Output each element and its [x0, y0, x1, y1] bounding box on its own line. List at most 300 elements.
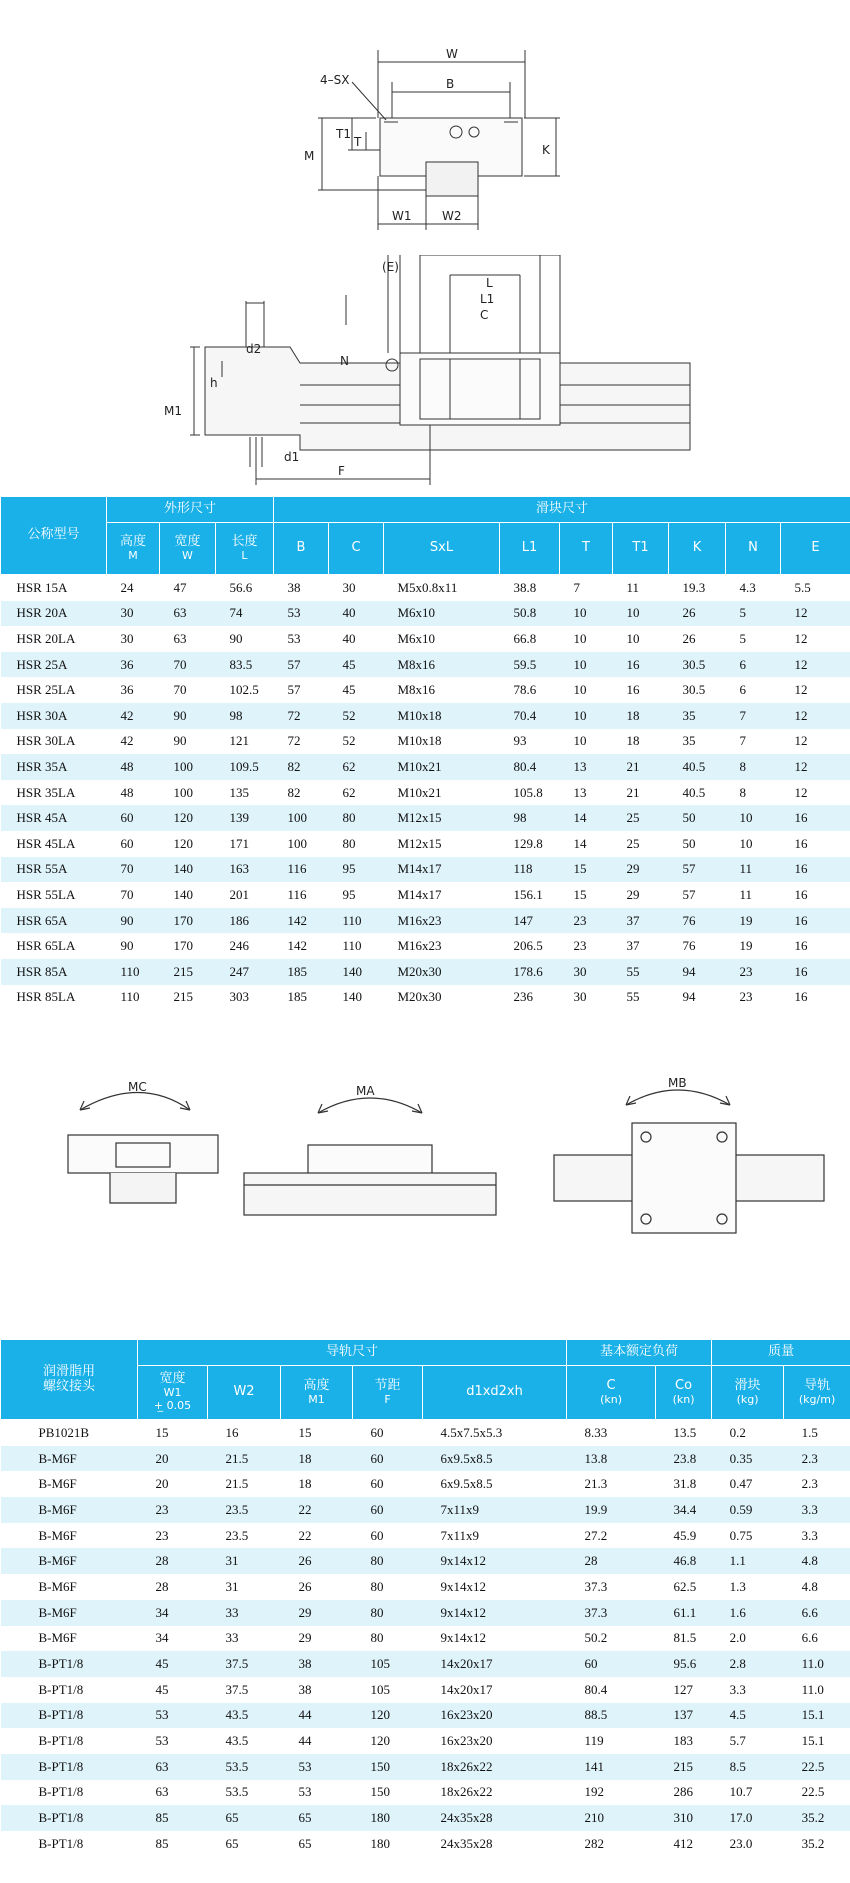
value-cell: 118 [500, 857, 560, 883]
value-cell: 4.8 [801, 1578, 818, 1594]
header-l1: L1 [500, 523, 560, 575]
value-cell: 18x26x22 [423, 1754, 567, 1780]
row-label-cell: B-M6F [38, 1476, 77, 1492]
value-cell: 129.8 [513, 835, 543, 851]
value-cell: 95 [342, 886, 356, 902]
label-c: C [480, 308, 489, 322]
table-row [1, 575, 850, 601]
label-w2: W2 [442, 209, 462, 223]
value-cell: 48 [107, 754, 160, 780]
row-label-cell: HSR 85LA [16, 989, 76, 1005]
value-cell: 59.5 [500, 652, 560, 678]
value-cell: 20 [138, 1446, 208, 1472]
value-cell: 30 [107, 601, 160, 627]
row-label-cell: B-M6F [1, 1600, 138, 1626]
value-cell: 2.0 [729, 1630, 746, 1646]
value-cell: 137 [656, 1703, 712, 1729]
value-cell: 80.4 [500, 754, 560, 780]
value-cell: 33 [208, 1600, 281, 1626]
value-cell: 23.5 [225, 1527, 249, 1543]
table-row [1, 1805, 850, 1831]
value-cell: 23 [138, 1497, 208, 1523]
value-cell: 50.8 [500, 601, 560, 627]
value-cell: 10 [613, 601, 669, 627]
value-cell: 121 [229, 733, 249, 749]
value-cell: 105.8 [513, 784, 543, 800]
value-cell: 83.5 [216, 652, 274, 678]
value-cell: 2.3 [801, 1476, 818, 1492]
label-mc: MC [128, 1080, 147, 1094]
table-row [1, 1497, 850, 1523]
value-cell: 0.47 [729, 1476, 753, 1492]
label-t: T [354, 135, 362, 149]
value-cell: 70.4 [500, 703, 560, 729]
value-cell: M10x18 [397, 733, 442, 749]
header-c-load: C (kn) [567, 1366, 656, 1420]
value-cell: 70 [107, 857, 160, 883]
table-row [1, 652, 850, 678]
value-cell: 185 [287, 989, 307, 1005]
value-cell: 10 [573, 630, 587, 646]
value-cell: 42 [107, 703, 160, 729]
value-cell: 57 [287, 682, 301, 698]
value-cell: 100 [160, 754, 216, 780]
value-cell: 28 [155, 1578, 169, 1594]
value-cell: 62 [342, 784, 356, 800]
value-cell: 80 [329, 805, 384, 831]
value-cell: 20 [155, 1476, 169, 1492]
table-row [1, 959, 850, 985]
row-label-cell: HSR 55LA [16, 886, 76, 902]
value-cell: 140 [160, 857, 216, 883]
value-cell: 25 [626, 835, 640, 851]
value-cell: 9x14x12 [423, 1548, 567, 1574]
value-cell: 10 [560, 601, 613, 627]
value-cell: 70 [120, 886, 134, 902]
value-cell: 156.1 [513, 886, 543, 902]
row-label-cell: B-PT1/8 [38, 1733, 84, 1749]
value-cell: 30.5 [669, 652, 726, 678]
row-label-cell: B-PT1/8 [1, 1651, 138, 1677]
value-cell: 1.5 [801, 1424, 818, 1440]
header-co-load: Co (kn) [656, 1366, 712, 1420]
value-cell: 9x14x12 [423, 1600, 567, 1626]
header-outer-dimensions: 外形尺寸 [107, 497, 274, 523]
table-row [1, 985, 850, 1011]
value-cell: 48 [120, 784, 134, 800]
label-ma: MA [356, 1084, 375, 1098]
value-cell: 80 [342, 835, 356, 851]
value-cell: 45 [138, 1651, 208, 1677]
value-cell: 140 [342, 989, 362, 1005]
row-label-cell: B-PT1/8 [1, 1754, 138, 1780]
value-cell: 24x35x28 [423, 1805, 567, 1831]
value-cell: 30 [342, 579, 356, 595]
table-row [1, 1446, 850, 1472]
value-cell: 119 [584, 1733, 604, 1749]
value-cell: 5.7 [729, 1733, 746, 1749]
table-row [1, 1780, 850, 1806]
value-cell: 3.3 [729, 1681, 746, 1697]
value-cell: 60 [370, 1424, 384, 1440]
value-cell: 1.3 [729, 1578, 746, 1594]
row-label-cell: B-M6F [38, 1578, 77, 1594]
row-label-cell: B-M6F [1, 1548, 138, 1574]
value-cell: 26 [669, 601, 726, 627]
value-cell: 60 [107, 805, 160, 831]
value-cell: 37.3 [567, 1600, 656, 1626]
value-cell: 3.3 [801, 1527, 818, 1543]
value-cell: 88.5 [567, 1703, 656, 1729]
header-block-mass: 滑块 (kg) [712, 1366, 784, 1420]
value-cell: M14x17 [384, 857, 500, 883]
value-cell: 18x26x22 [440, 1784, 493, 1800]
row-label-cell: HSR 35LA [16, 784, 76, 800]
value-cell: 110 [107, 959, 160, 985]
value-cell: 78.6 [513, 682, 537, 698]
value-cell: 35 [682, 733, 696, 749]
value-cell: 142 [287, 938, 307, 954]
value-cell: 25 [613, 805, 669, 831]
value-cell: 34 [155, 1630, 169, 1646]
value-cell: 80 [353, 1600, 423, 1626]
header-length: 长度 L [216, 523, 274, 575]
value-cell: 6x9.5x8.5 [440, 1476, 493, 1492]
value-cell: 10 [626, 630, 640, 646]
value-cell: 11 [726, 857, 781, 883]
value-cell: 13 [573, 784, 587, 800]
value-cell: 16 [781, 959, 850, 985]
value-cell: 82 [274, 754, 329, 780]
table-row [1, 1677, 850, 1703]
value-cell: 31.8 [673, 1476, 697, 1492]
value-cell: 80 [370, 1578, 384, 1594]
value-cell: 38 [281, 1651, 353, 1677]
value-cell: 60 [370, 1527, 384, 1543]
value-cell: 53.5 [225, 1784, 249, 1800]
value-cell: 22.5 [801, 1784, 825, 1800]
value-cell: 12 [781, 652, 850, 678]
value-cell: 53 [138, 1703, 208, 1729]
value-cell: 7x11x9 [423, 1497, 567, 1523]
value-cell: 9x14x12 [440, 1578, 486, 1594]
row-label-cell: HSR 25LA [16, 682, 76, 698]
header-width: 宽度 W [160, 523, 216, 575]
value-cell: 8 [726, 754, 781, 780]
value-cell: 236 [513, 989, 533, 1005]
value-cell: 7 [726, 703, 781, 729]
row-label-cell: B-M6F [1, 1446, 138, 1472]
row-label-cell: PB1021B [38, 1424, 90, 1440]
label-m1: M1 [164, 404, 182, 418]
value-cell: M5x0.8x11 [397, 579, 458, 595]
table-row [1, 908, 850, 934]
value-cell: 28 [138, 1548, 208, 1574]
label-sx: 4–SX [320, 73, 350, 87]
header-w2: W2 [208, 1366, 281, 1420]
value-cell: 53.5 [208, 1754, 281, 1780]
row-label-cell: B-M6F [1, 1497, 138, 1523]
label-n: N [340, 354, 349, 368]
value-cell: 65 [225, 1835, 239, 1851]
value-cell: 80.4 [584, 1681, 608, 1697]
value-cell: 26 [281, 1548, 353, 1574]
value-cell: 1.6 [712, 1600, 784, 1626]
row-label-cell: B-M6F [38, 1630, 77, 1646]
value-cell: 109.5 [216, 754, 274, 780]
value-cell: 110 [342, 938, 362, 954]
value-cell: 60 [353, 1497, 423, 1523]
value-cell: 23.0 [729, 1835, 753, 1851]
table-row [1, 1754, 850, 1780]
value-cell: 15 [155, 1424, 169, 1440]
value-cell: 62 [329, 754, 384, 780]
value-cell: 29 [613, 857, 669, 883]
table-row [1, 729, 850, 755]
value-cell: 16 [225, 1424, 239, 1440]
value-cell: 90 [160, 703, 216, 729]
label-d1: d1 [284, 450, 300, 464]
value-cell: 206.5 [513, 938, 543, 954]
label-w: W [446, 47, 458, 61]
value-cell: 15 [298, 1424, 312, 1440]
value-cell: 95.6 [656, 1651, 712, 1677]
value-cell: 140 [329, 959, 384, 985]
value-cell: 40.5 [669, 754, 726, 780]
value-cell: 163 [216, 857, 274, 883]
value-cell: 0.75 [729, 1527, 753, 1543]
row-label-cell: HSR 45A [1, 805, 107, 831]
value-cell: 47 [173, 579, 187, 595]
value-cell: 19 [739, 938, 753, 954]
value-cell: 7 [573, 579, 580, 595]
value-cell: 105 [370, 1681, 390, 1697]
table-row [1, 831, 850, 857]
value-cell: 303 [229, 989, 249, 1005]
value-cell: 10 [560, 703, 613, 729]
row-label-cell: HSR 35A [1, 754, 107, 780]
header-t: T [560, 523, 613, 575]
value-cell: 142 [274, 908, 329, 934]
header-n: N [726, 523, 781, 575]
value-cell: 16 [781, 805, 850, 831]
label-l1: L1 [480, 292, 495, 306]
row-label-cell: HSR 20A [1, 601, 107, 627]
value-cell: 27.2 [584, 1527, 608, 1543]
value-cell: 21.5 [208, 1446, 281, 1472]
value-cell: 11.0 [784, 1651, 850, 1677]
value-cell: 19.9 [567, 1497, 656, 1523]
value-cell: 8.5 [712, 1754, 784, 1780]
value-cell: 76 [669, 908, 726, 934]
value-cell: 52 [329, 703, 384, 729]
value-cell: 16 [794, 835, 808, 851]
value-cell: 6 [739, 682, 746, 698]
label-d2: d2 [246, 342, 262, 356]
value-cell: 23.8 [656, 1446, 712, 1472]
value-cell: 100 [173, 784, 193, 800]
value-cell: 22.5 [784, 1754, 850, 1780]
value-cell: 34 [138, 1600, 208, 1626]
value-cell: 4.3 [739, 579, 756, 595]
value-cell: 85 [138, 1805, 208, 1831]
value-cell: 19 [726, 908, 781, 934]
value-cell: 81.5 [673, 1630, 697, 1646]
value-cell: 37 [626, 938, 640, 954]
value-cell: 17.0 [712, 1805, 784, 1831]
table-row [1, 805, 850, 831]
table-row [1, 882, 850, 908]
value-cell: 36 [107, 652, 160, 678]
row-label-cell: B-PT1/8 [38, 1835, 84, 1851]
value-cell: 37.5 [225, 1681, 249, 1697]
value-cell: 45.9 [673, 1527, 697, 1543]
header-e: E [781, 523, 850, 575]
row-label-cell: B-PT1/8 [38, 1784, 84, 1800]
value-cell: 80 [370, 1630, 384, 1646]
value-cell: M20x30 [384, 959, 500, 985]
value-cell: 100 [287, 835, 307, 851]
header-mass: 质量 [712, 1340, 850, 1366]
value-cell: 60 [353, 1446, 423, 1472]
value-cell: 26 [682, 630, 696, 646]
table-row [1, 933, 850, 959]
value-cell: 14x20x17 [440, 1681, 493, 1697]
value-cell: 210 [567, 1805, 656, 1831]
value-cell: 38 [287, 579, 301, 595]
value-cell: 40.5 [682, 784, 706, 800]
row-label-cell: B-PT1/8 [38, 1681, 84, 1697]
value-cell: 412 [673, 1835, 694, 1851]
value-cell: 23 [573, 938, 587, 954]
table-row [1, 1651, 850, 1677]
value-cell: 116 [274, 857, 329, 883]
value-cell: 2.8 [712, 1651, 784, 1677]
value-cell: 180 [370, 1835, 390, 1851]
table-row [1, 1574, 850, 1600]
value-cell: 18 [298, 1476, 312, 1492]
value-cell: 16 [626, 682, 640, 698]
value-cell: 150 [370, 1784, 390, 1800]
value-cell: 2.3 [784, 1446, 850, 1472]
value-cell: 15.1 [784, 1703, 850, 1729]
value-cell: 66.8 [513, 630, 537, 646]
cross-section-drawing [0, 0, 850, 240]
value-cell: 14 [573, 835, 587, 851]
value-cell: 23 [155, 1527, 169, 1543]
value-cell: 140 [173, 886, 193, 902]
value-cell: 31 [225, 1578, 239, 1594]
header-sxl: SxL [384, 523, 500, 575]
value-cell: 21 [626, 784, 640, 800]
table-row [1, 677, 850, 703]
value-cell: 22 [281, 1497, 353, 1523]
value-cell: 19.3 [682, 579, 706, 595]
value-cell: 65 [298, 1835, 312, 1851]
header-c: C [329, 523, 384, 575]
value-cell: 33 [225, 1630, 239, 1646]
label-e: (E) [382, 260, 399, 274]
value-cell: 38.8 [513, 579, 537, 595]
table-row [1, 1703, 850, 1729]
value-cell: 90 [173, 733, 187, 749]
label-mb: MB [668, 1076, 687, 1090]
value-cell: 38 [298, 1681, 312, 1697]
value-cell: 10 [726, 805, 781, 831]
table-row [1, 1471, 850, 1497]
value-cell: 50 [669, 805, 726, 831]
table-row [1, 601, 850, 627]
value-cell: 53 [298, 1784, 312, 1800]
value-cell: 21.3 [584, 1476, 608, 1492]
value-cell: 10 [573, 682, 587, 698]
value-cell: 8 [739, 784, 746, 800]
row-label-cell: B-PT1/8 [1, 1805, 138, 1831]
value-cell: 57 [682, 886, 696, 902]
value-cell: 0.35 [712, 1446, 784, 1472]
value-cell: 6.6 [784, 1600, 850, 1626]
value-cell: 16 [613, 652, 669, 678]
value-cell: 127 [673, 1681, 694, 1697]
value-cell: M6x10 [384, 601, 500, 627]
value-cell: 56.6 [229, 579, 253, 595]
table-row [1, 754, 850, 780]
value-cell: 95 [329, 857, 384, 883]
label-t1: T1 [336, 127, 351, 141]
label-l: L [486, 276, 493, 290]
value-cell: 82 [287, 784, 301, 800]
value-cell: M16x23 [397, 938, 442, 954]
value-cell: 4.5 [712, 1703, 784, 1729]
header-m1: 高度 M1 [281, 1366, 353, 1420]
value-cell: 16 [794, 886, 808, 902]
value-cell: 16 [781, 857, 850, 883]
header-rail-mass: 导轨 (kg/m) [784, 1366, 850, 1420]
value-cell: 70 [160, 652, 216, 678]
value-cell: 215 [656, 1754, 712, 1780]
value-cell: 55 [613, 959, 669, 985]
value-cell: 23 [560, 908, 613, 934]
value-cell: 100 [274, 805, 329, 831]
value-cell: 10 [573, 733, 587, 749]
row-label-cell: HSR 30LA [16, 733, 76, 749]
value-cell: 24x35x28 [440, 1835, 493, 1851]
value-cell: 60 [567, 1651, 656, 1677]
value-cell: 21 [613, 754, 669, 780]
value-cell: 192 [584, 1784, 605, 1800]
value-cell: 57 [669, 857, 726, 883]
value-cell: 282 [584, 1835, 605, 1851]
value-cell: 135 [229, 784, 249, 800]
value-cell: 45 [342, 682, 356, 698]
value-cell: 29 [298, 1630, 312, 1646]
label-w1: W1 [392, 209, 412, 223]
value-cell: 72 [287, 733, 301, 749]
header-b: B [274, 523, 329, 575]
value-cell: 43.5 [208, 1703, 281, 1729]
value-cell: 72 [274, 703, 329, 729]
value-cell: 102.5 [229, 682, 259, 698]
row-label-cell: HSR 20LA [16, 630, 76, 646]
value-cell: 70 [173, 682, 187, 698]
value-cell: 31 [208, 1548, 281, 1574]
rail-load-mass-table [0, 1339, 850, 1857]
value-cell: 120 [353, 1703, 423, 1729]
header-rail-dimensions: 导轨尺寸 [138, 1340, 567, 1366]
value-cell: 150 [353, 1754, 423, 1780]
value-cell: 6x9.5x8.5 [423, 1446, 567, 1472]
row-label-cell: B-M6F [38, 1527, 77, 1543]
